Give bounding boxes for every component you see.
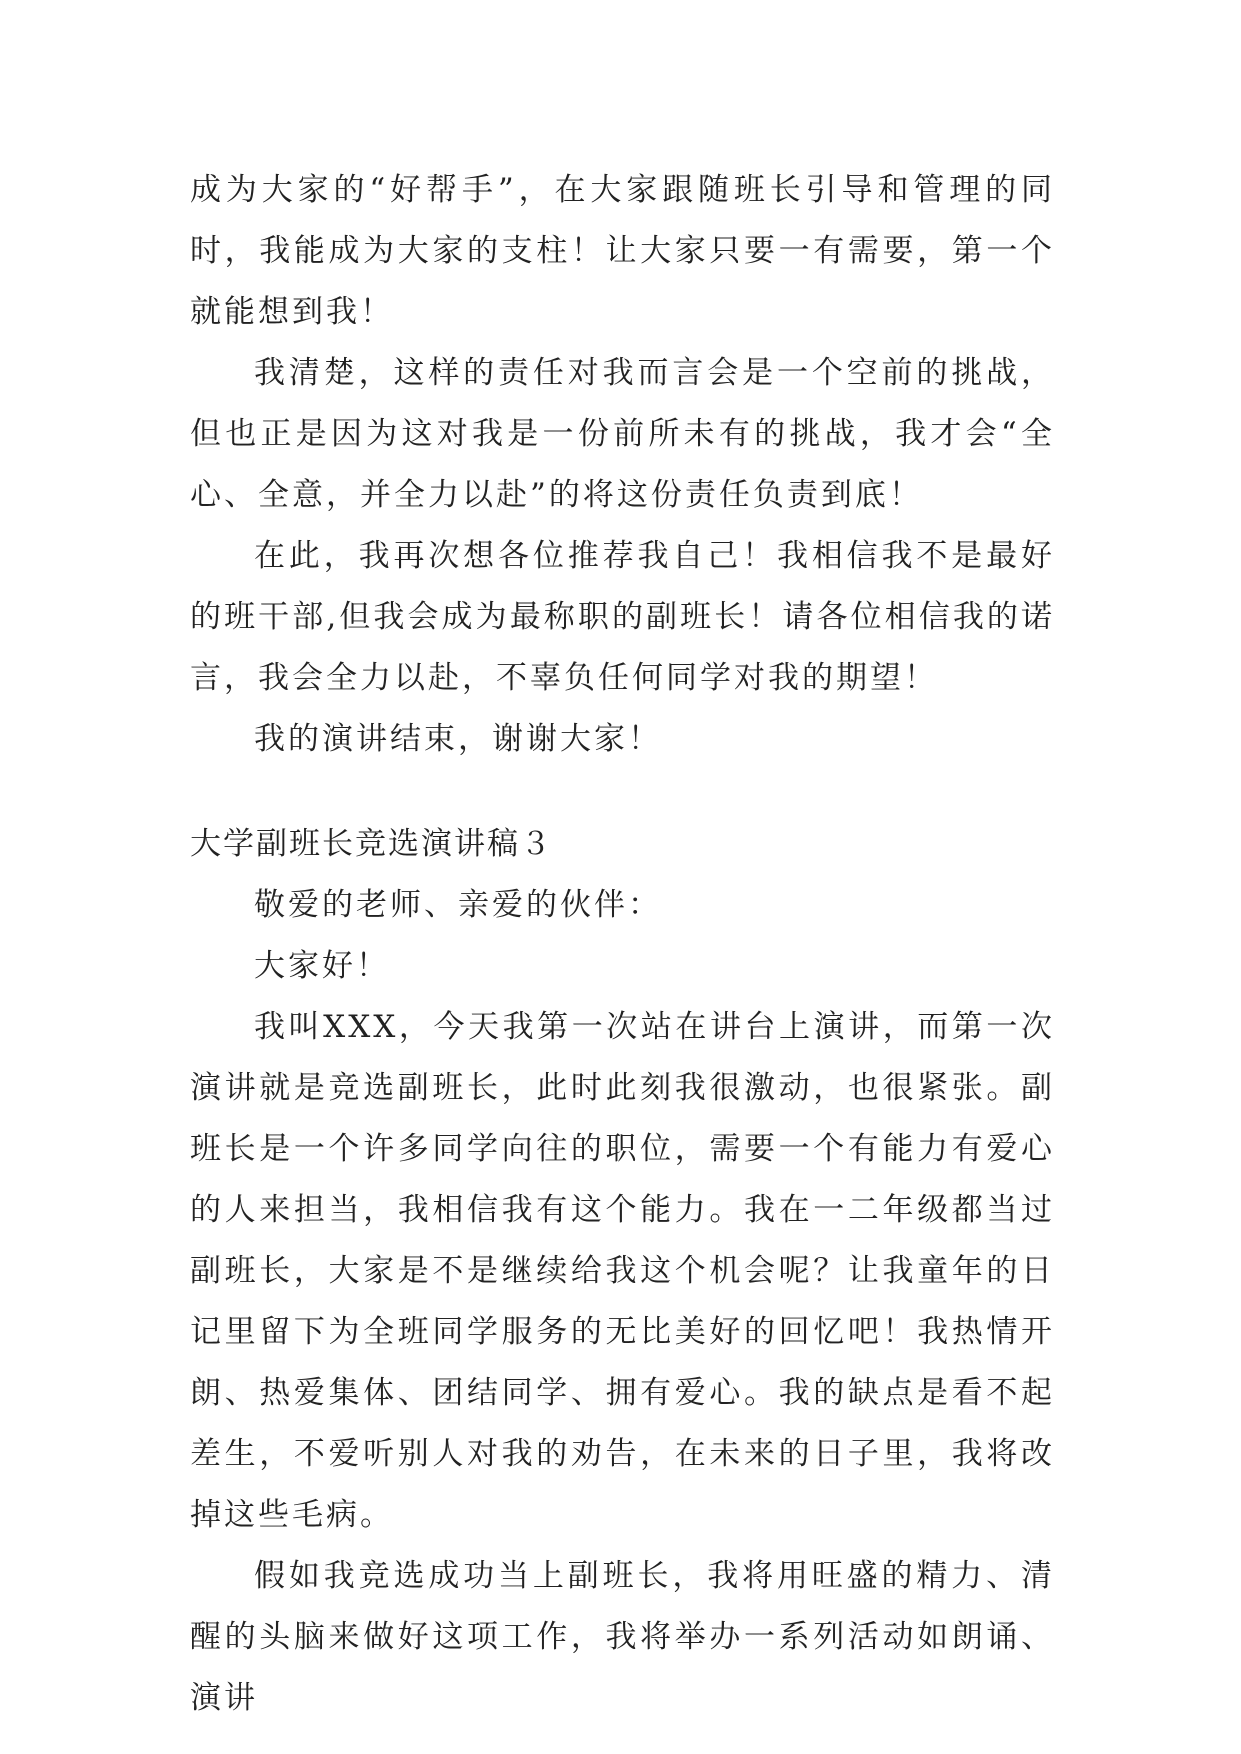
section-title: 大学副班长竞选演讲稿３ [190, 826, 553, 862]
paragraph: 我清楚，这样的责任对我而言会是一个空前的挑战，但也正是因为这对我是一份前所未有的挑战，我才会“全心、全意，并全力以赴”的将这份责任负责到底！ [190, 355, 1055, 513]
greeting: 大家好！ [254, 948, 390, 984]
paragraph: 假如我竞选成功当上副班长，我将用旺盛的精力、清醒的头脑来做好这项工作，我将举办一系列活动如朗诵、演讲 [190, 1558, 1055, 1716]
paragraph-continued: 成为大家的“好帮手”，在大家跟随班长引导和管理的同时，我能成为大家的支柱！让大家只要一有需要，第一个就能想到我！ [190, 172, 1055, 330]
paragraph: 在此，我再次想各位推荐我自己！我相信我不是最好的班干部,但我会成为最称职的副班长！请各位相信我的诺言，我会全力以赴，不辜负任何同学对我的期望！ [190, 538, 1055, 696]
paragraph: 我叫XXX，今天我第一次站在讲台上演讲，而第一次演讲就是竞选副班长，此时此刻我很激动，也很紧张。副班长是一个许多同学向往的职位，需要一个有能力有爱心的人来担当，我相信我有这个能力。我在一二年级都当过副班长，大家是不是继续给我这个机会呢？让我童年的日记里留下为全班同学服务的无比美好的回忆吧！我热情开朗、热爱集体、团结同学、拥有爱心。我的缺点是看不起差生，不爱听别人对我的劝告，在未来的日子里，我将改掉这些毛病。 [190, 1009, 1055, 1533]
paragraph: 我的演讲结束，谢谢大家！ [254, 721, 662, 757]
salutation: 敬爱的老师、亲爱的伙伴： [254, 887, 662, 923]
document-body [190, 160, 1055, 1729]
